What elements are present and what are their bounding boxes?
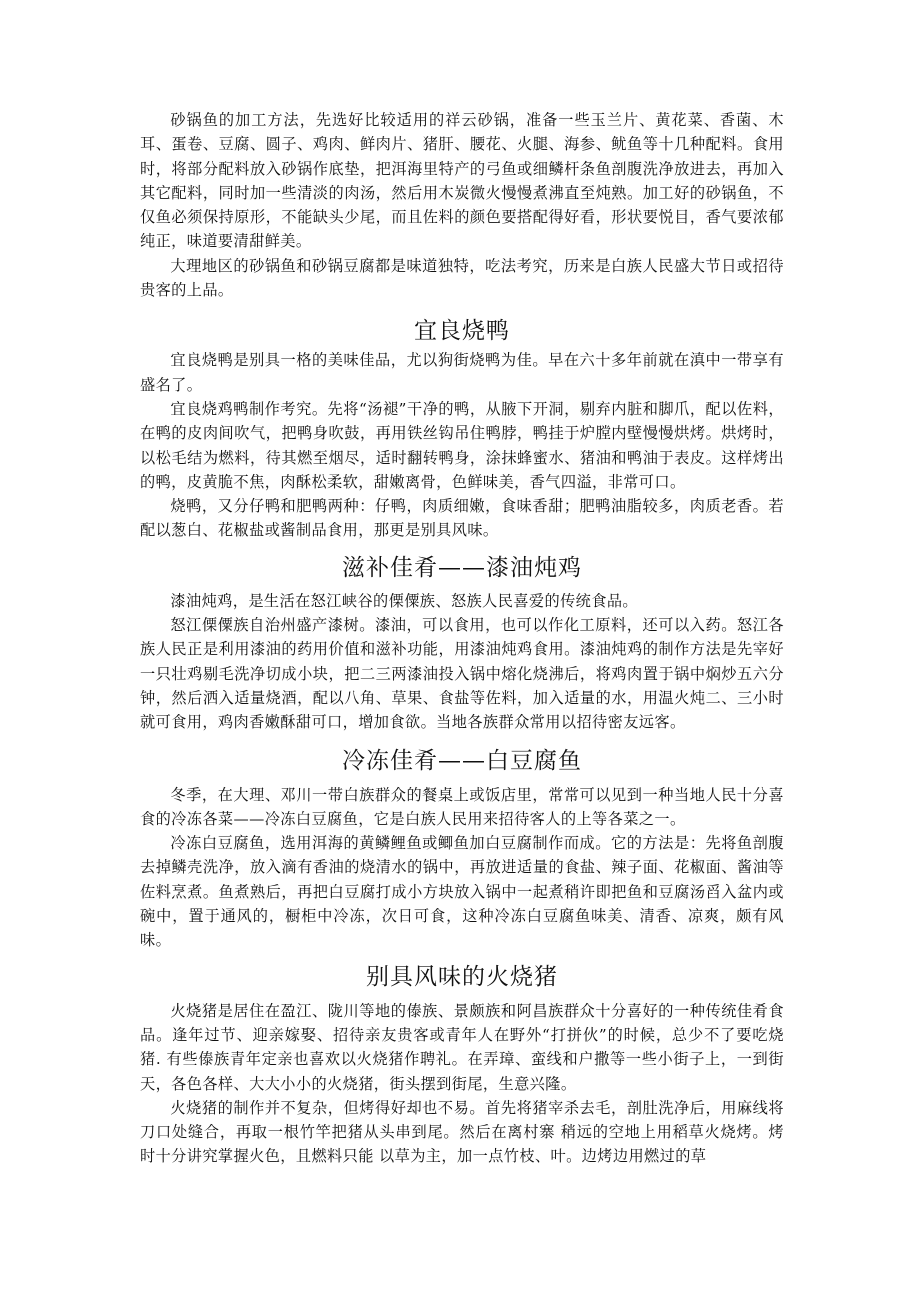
section2-paragraph-2: 怒江傈僳族自治州盛产漆树。漆油，可以食用，也可以作化工原料，还可以入药。怒江各族人民正是利用漆油的药用价值和滋补功能，用漆油炖鸡食用。漆油炖鸡的制作方法是先宰好一只壮鸡剔毛洗净切成小块，把二三两漆油投入锅中熔化烧沸后，将鸡肉置于锅中焖炒五六分钟，然后洒入适量烧酒，配以八角、草果、食盐等佐料，加入适量的水，用温火炖二、三小时就可食用，鸡肉香嫩酥甜可口，增加食欲。当地各族群众常用以招待密友远客。 <box>140 616 784 732</box>
section3-paragraph-1: 冬季，在大理、邓川一带白族群众的餐桌上或饭店里，常常可以见到一种当地人民十分喜食的冷冻各菜——冷冻白豆腐鱼，它是白族人民用来招待客人的上等各菜之一。 <box>140 785 784 828</box>
section1-paragraph-1: 宜良烧鸭是别具一格的美味佳品，尤以狗街烧鸭为佳。早在六十多年前就在滇中一带享有盛名了。 <box>140 351 784 394</box>
section2-paragraph-1: 漆油炖鸡，是生活在怒江峡谷的傈僳族、怒族人民喜爱的传统食品。 <box>170 591 639 610</box>
section-title-yiliang-roast-duck: 宜良烧鸭 <box>414 318 510 345</box>
intro-paragraph-2: 大理地区的砂锅鱼和砂锅豆腐都是味道独特，吃法考究，历来是白族人民盛大节日或招待贵客的上品。 <box>140 256 784 300</box>
section1-paragraph-2: 宜良烧鸡鸭制作考究。先将“汤褪”干净的鸭，从腋下开洞，剔弃内脏和脚爪，配以佐料，在鸭的皮肉间吹气，把鸭身吹鼓，再用铁丝钩吊住鸭脖，鸭挂于炉膛内壁慢慢烘烤。烘烤时，以松毛结为燃料，待其燃至烟尽，适时翻转鸭身，涂抹蜂蜜水、猪油和鸭油于表皮。这样烤出的鸭，皮黄脆不焦，肉酥松柔软，甜嫩离骨，色鲜味美，香气四溢，非常可口。 <box>140 399 784 491</box>
intro-paragraph-1: 砂锅鱼的加工方法，先选好比较适用的祥云砂锅，准备一些玉兰片、黄花菜、香菌、木耳、蛋卷、豆腐、圆子、鸡肉、鲜肉片、猪肝、腰花、火腿、海参、鱿鱼等十几种配料。食用时，将部分配料放入砂锅作底垫，把洱海里特产的弓鱼或细鳞杆条鱼剖腹洗净放进去，再加入其它配料，同时加一些清淡的肉汤，然后用木炭微火慢慢煮沸直至炖熟。加工好的砂锅鱼，不仅鱼必须保持原形，不能缺头少尾，而且佐料的颜色要搭配得好看，形状要悦目，香气要浓郁纯正，味道要清甜鲜美。 <box>140 111 784 251</box>
section-title-fire-roasted-pig: 别具风味的火烧猪 <box>366 963 558 990</box>
section-title-lacquer-oil-chicken: 滋补佳肴——漆油炖鸡 <box>342 554 582 581</box>
section1-paragraph-3: 烧鸭，又分仔鸭和肥鸭两种：仔鸭，肉质细嫩，食味香甜；肥鸭油脂较多，肉质老香。若配以葱白、花椒盐或酱制品食用，那更是别具风味。 <box>140 497 784 540</box>
section4-paragraph-2: 火烧猪的制作并不复杂，但烤得好却也不易。首先将猪宰杀去毛，剖肚洗净后，用麻线将刀口处缝合，再取一根竹竿把猪从头串到尾。然后在离村寨 稍远的空地上用稻草火烧烤。烤时十分讲究掌握火色，且燃料只能 以草为主，加一点竹枝、叶。边烤边用燃过的草 <box>140 1098 784 1166</box>
article-body <box>140 108 784 1169</box>
section-title-frozen-tofu-fish: 冷冻佳肴——白豆腐鱼 <box>342 747 582 774</box>
section3-paragraph-2: 冷冻白豆腐鱼，选用洱海的黄鳞鲤鱼或鲫鱼加白豆腐制作而成。它的方法是：先将鱼剖腹去掉鳞壳洗净，放入滴有香油的烧清水的锅中，再放进适量的食盐、辣子面、花椒面、酱油等佐料烹煮。鱼煮熟后，再把白豆腐打成小方块放入锅中一起煮稍许即把鱼和豆腐汤舀入盆内或碗中，置于通风的，橱柜中冷冻，次日可食，这种冷冻白豆腐鱼味美、清香、凉爽，颇有风味。 <box>140 834 784 950</box>
section4-paragraph-1: 火烧猪是居住在盈江、陇川等地的傣族、景颇族和阿昌族群众十分喜好的一种传统佳肴食品。逢年过节、迎亲嫁娶、招待亲友贵客或青年人在野外“打拼伙”的时候，总少不了要吃烧猪. 有些傣族青年定亲也喜欢以火烧猪作聘礼。在弄璋、蛮线和户撒等一些小街子上，一到街天，各色各样、大大小小的火烧猪，街头摆到街尾，生意兴隆。 <box>140 1001 784 1093</box>
